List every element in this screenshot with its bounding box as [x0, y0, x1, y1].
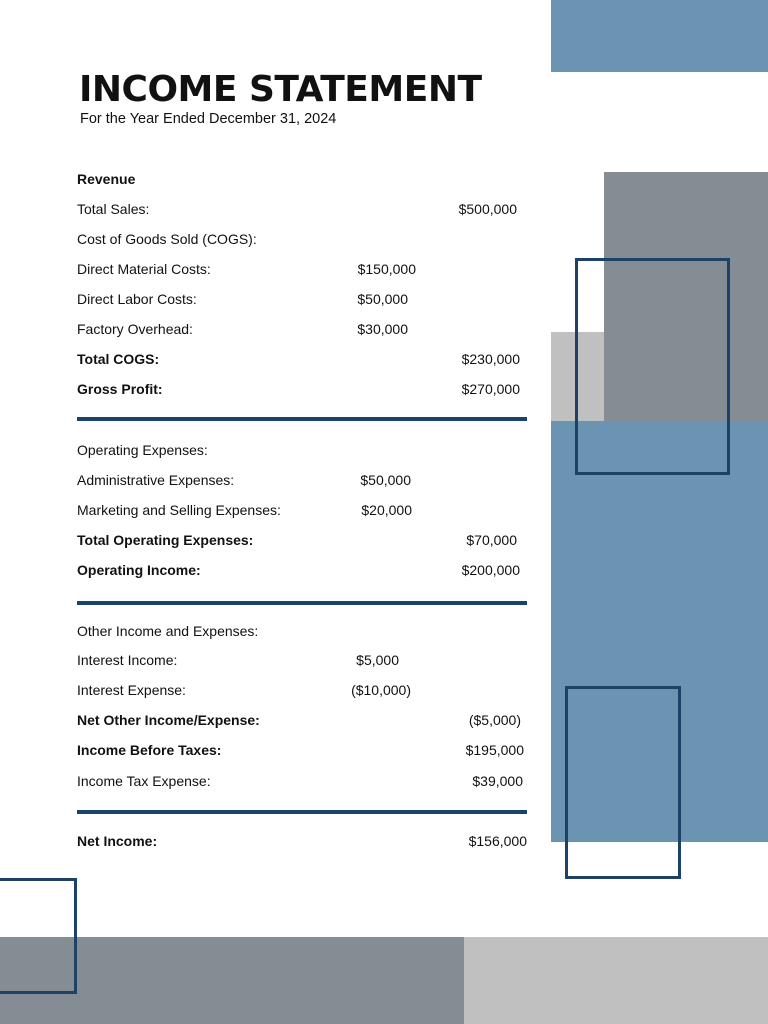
row-mid-value: $50,000: [357, 291, 408, 307]
row-label: Gross Profit:: [77, 381, 163, 397]
row-total-value: $39,000: [472, 773, 523, 789]
section-divider: [77, 810, 527, 814]
list-item: [77, 440, 537, 460]
list-item: [77, 319, 537, 339]
deco-outline-rect-upper: [575, 258, 730, 475]
deco-outline-rect-lower: [565, 686, 681, 879]
row-total-value: $70,000: [466, 532, 517, 548]
list-item: [77, 740, 537, 760]
row-mid-value: $150,000: [357, 261, 416, 277]
row-label: Interest Expense:: [77, 682, 186, 698]
list-item: [77, 289, 537, 309]
net-income-label: Net Income:: [77, 833, 158, 849]
row-total-value: $230,000: [461, 351, 520, 367]
list-item: [77, 379, 537, 399]
row-mid-value: $5,000: [356, 652, 399, 668]
list-item: [77, 500, 537, 520]
row-label: Total Operating Expenses:: [77, 532, 254, 548]
row-label: Total Sales:: [77, 201, 150, 217]
row-label: Revenue: [77, 171, 136, 187]
row-label: Income Tax Expense:: [77, 773, 211, 789]
row-label: Factory Overhead:: [77, 321, 193, 337]
list-item: [77, 169, 537, 189]
list-item: [77, 831, 537, 851]
row-total-value: $500,000: [458, 201, 517, 217]
row-label: Cost of Goods Sold (COGS):: [77, 231, 257, 247]
row-label: Marketing and Selling Expenses:: [77, 502, 281, 518]
row-mid-value: ($10,000): [351, 682, 411, 698]
row-total-value: $195,000: [465, 742, 524, 758]
page-title: INCOME STATEMENT: [79, 69, 482, 110]
list-item: [77, 560, 537, 580]
section-divider: [77, 601, 527, 605]
page-subtitle: For the Year Ended December 31, 2024: [80, 111, 337, 127]
row-label: Operating Expenses:: [77, 442, 208, 458]
row-label: Direct Labor Costs:: [77, 291, 197, 307]
list-item: [77, 771, 537, 791]
list-item: [77, 650, 537, 670]
row-label: Interest Income:: [77, 652, 178, 668]
row-label: Other Income and Expenses:: [77, 623, 259, 639]
row-mid-value: $20,000: [361, 502, 412, 518]
net-income-value: $156,000: [468, 833, 527, 849]
list-item: [77, 530, 537, 550]
list-item: [77, 470, 537, 490]
row-label: Administrative Expenses:: [77, 472, 235, 488]
deco-blue-top-right: [551, 0, 768, 72]
row-mid-value: $50,000: [360, 472, 411, 488]
list-item: [77, 229, 537, 249]
deco-outline-rect-bottom-left: [0, 878, 77, 994]
deco-light-gray-bottom-band: [464, 937, 768, 1024]
row-label: Total COGS:: [77, 351, 160, 367]
row-total-value: $200,000: [461, 562, 520, 578]
list-item: [77, 680, 537, 700]
row-label: Income Before Taxes:: [77, 742, 222, 758]
list-item: [77, 349, 537, 369]
list-item: [77, 710, 537, 730]
list-item: [77, 259, 537, 279]
list-item: [77, 621, 537, 641]
row-total-value: $270,000: [461, 381, 520, 397]
row-mid-value: $30,000: [357, 321, 408, 337]
row-label: Direct Material Costs:: [77, 261, 211, 277]
section-divider: [77, 417, 527, 421]
row-label: Operating Income:: [77, 562, 201, 578]
list-item: [77, 199, 537, 219]
row-label: Net Other Income/Expense:: [77, 712, 260, 728]
row-total-value: ($5,000): [468, 712, 521, 728]
